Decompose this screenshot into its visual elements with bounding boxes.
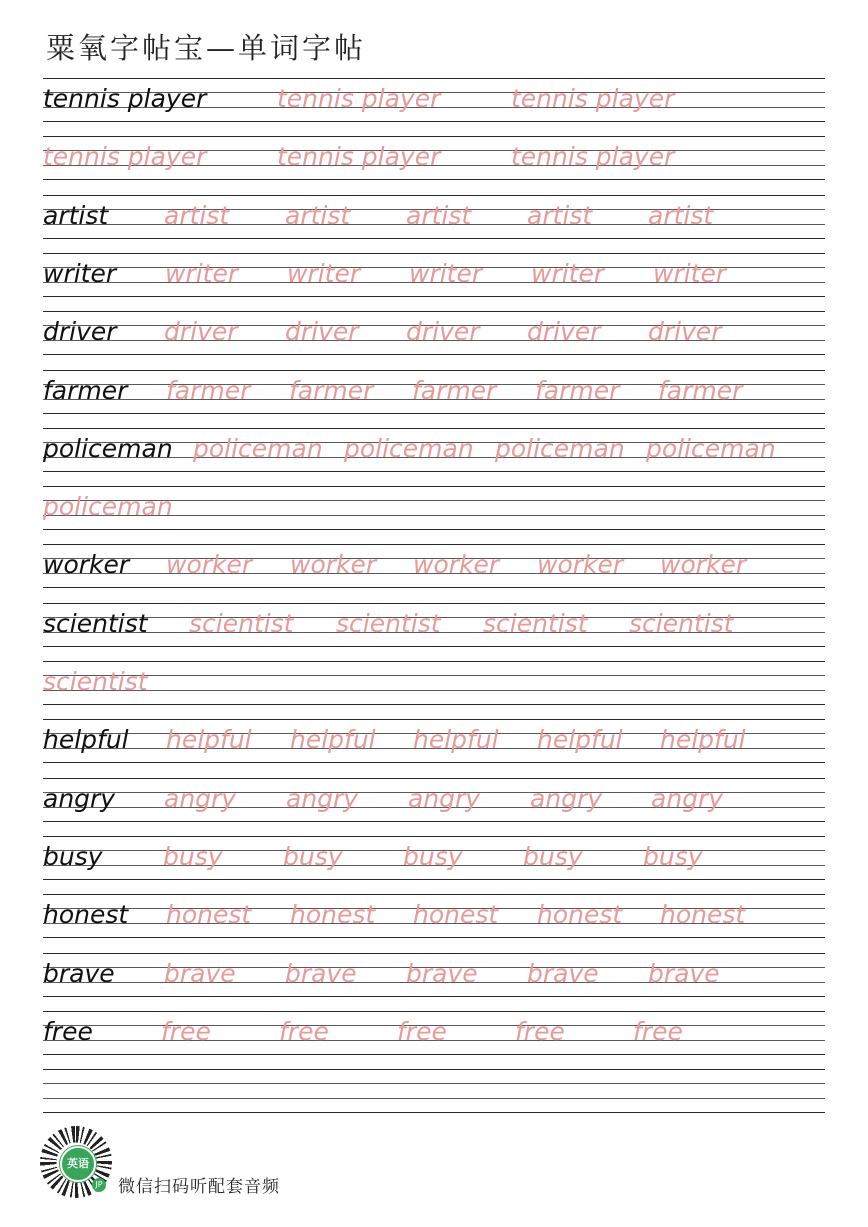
practice-row xyxy=(43,836,825,880)
ruled-line xyxy=(43,1098,825,1099)
trace-word: helpful xyxy=(660,725,746,755)
model-word: tennis player xyxy=(43,84,207,113)
trace-word: honest xyxy=(413,900,499,930)
practice-row xyxy=(43,719,825,763)
model-word: driver xyxy=(43,317,117,347)
ruled-line xyxy=(43,471,825,472)
ruled-line xyxy=(43,879,825,880)
practice-row xyxy=(43,1069,825,1113)
trace-word: driver xyxy=(648,317,722,347)
trace-word: busy xyxy=(163,841,223,871)
trace-word: driver xyxy=(527,317,601,347)
ruled-line xyxy=(43,646,825,647)
practice-row xyxy=(43,370,825,414)
ruled-line xyxy=(43,704,825,705)
trace-word: honest xyxy=(660,900,746,930)
model-word: honest xyxy=(43,900,129,930)
trace-word: farmer xyxy=(412,375,497,405)
practice-row xyxy=(43,778,825,822)
trace-word: policeman xyxy=(646,433,776,463)
trace-word: scientist xyxy=(43,667,148,696)
trace-word: tennis player xyxy=(511,84,675,113)
trace-word: honest xyxy=(290,900,376,930)
trace-word: artist xyxy=(648,200,714,230)
trace-word: scientist xyxy=(336,608,441,638)
trace-word: driver xyxy=(406,317,480,347)
trace-word: free xyxy=(397,1016,447,1046)
ruled-line xyxy=(43,894,825,895)
practice-row xyxy=(43,78,825,122)
trace-word: scientist xyxy=(629,608,734,638)
trace-word: policeman xyxy=(495,433,625,463)
model-word: free xyxy=(43,1016,93,1046)
practice-row xyxy=(43,953,825,997)
ruled-line xyxy=(43,78,825,79)
trace-word: brave xyxy=(406,958,478,988)
trace-word: helpful xyxy=(537,725,623,755)
practice-row xyxy=(43,428,825,472)
ruled-line xyxy=(43,937,825,938)
ruled-line xyxy=(43,836,825,837)
trace-word: writer xyxy=(287,258,361,288)
trace-word: tennis player xyxy=(511,142,675,172)
trace-word: farmer xyxy=(535,375,620,405)
ruled-line xyxy=(43,821,825,822)
trace-word: worker xyxy=(166,550,253,580)
trace-word: busy xyxy=(283,841,343,871)
trace-word: writer xyxy=(165,258,239,288)
ruled-line xyxy=(43,762,825,763)
trace-word: free xyxy=(633,1016,683,1046)
ruled-line xyxy=(43,690,825,691)
ruled-line xyxy=(43,587,825,588)
ruled-line xyxy=(43,1112,825,1113)
trace-word: tennis player xyxy=(43,142,207,172)
ruled-line xyxy=(43,428,825,429)
practice-row xyxy=(43,894,825,938)
model-word: worker xyxy=(43,550,130,580)
trace-word: free xyxy=(515,1016,565,1046)
practice-row xyxy=(43,544,825,588)
trace-word: writer xyxy=(409,258,483,288)
ruled-line xyxy=(43,136,825,137)
trace-word: angry xyxy=(408,783,481,813)
trace-word: writer xyxy=(531,258,605,288)
trace-word: brave xyxy=(285,958,357,988)
trace-word: artist xyxy=(527,200,593,230)
ruled-line xyxy=(43,311,825,312)
ruled-line xyxy=(43,486,825,487)
trace-word: helpful xyxy=(290,725,376,755)
trace-word: farmer xyxy=(289,375,374,405)
ruled-line xyxy=(43,296,825,297)
trace-word: tennis player xyxy=(277,142,441,172)
practice-row xyxy=(43,195,825,239)
model-word: busy xyxy=(43,841,103,871)
trace-word: farmer xyxy=(166,375,251,405)
model-word: writer xyxy=(43,258,117,288)
trace-word: brave xyxy=(164,958,236,988)
model-word: brave xyxy=(43,958,115,988)
ruled-line xyxy=(43,1054,825,1055)
model-word: angry xyxy=(43,783,116,813)
practice-row xyxy=(43,311,825,355)
practice-row xyxy=(43,136,825,180)
ruled-line xyxy=(43,179,825,180)
trace-word: scientist xyxy=(483,608,588,638)
practice-row xyxy=(43,661,825,705)
ruled-line xyxy=(43,1083,825,1084)
ruled-line xyxy=(43,675,825,676)
trace-word: policeman xyxy=(344,433,474,463)
trace-word: farmer xyxy=(658,375,743,405)
trace-word: angry xyxy=(530,783,603,813)
model-word: scientist xyxy=(43,608,148,638)
trace-word: brave xyxy=(648,958,720,988)
qr-center-label: 英语 xyxy=(60,1146,96,1182)
page-title: 粟氧字帖宝—单词字帖 xyxy=(46,31,367,65)
ruled-line xyxy=(43,1011,825,1012)
trace-word: free xyxy=(279,1016,329,1046)
ruled-line xyxy=(43,996,825,997)
trace-word: policeman xyxy=(43,492,173,522)
handwriting-practice-sheet xyxy=(43,78,825,1118)
trace-word: scientist xyxy=(189,608,294,638)
model-word: helpful xyxy=(43,725,129,755)
ruled-line xyxy=(43,529,825,530)
trace-word: writer xyxy=(653,258,727,288)
trace-word: angry xyxy=(286,783,359,813)
ruled-line xyxy=(43,253,825,254)
trace-word: artist xyxy=(285,200,351,230)
trace-word: worker xyxy=(537,550,624,580)
trace-word: busy xyxy=(643,841,703,871)
trace-word: honest xyxy=(166,900,252,930)
trace-word: worker xyxy=(290,550,377,580)
model-word: artist xyxy=(43,200,109,230)
ruled-line xyxy=(43,544,825,545)
trace-word: policeman xyxy=(193,433,323,463)
trace-word: honest xyxy=(537,900,623,930)
model-word: policeman xyxy=(43,433,173,463)
ruled-line xyxy=(43,778,825,779)
practice-row xyxy=(43,253,825,297)
trace-word: artist xyxy=(406,200,472,230)
trace-word: driver xyxy=(164,317,238,347)
ruled-line xyxy=(43,603,825,604)
trace-word: artist xyxy=(164,200,230,230)
model-word: farmer xyxy=(43,375,128,405)
ruled-line xyxy=(43,413,825,414)
trace-word: free xyxy=(161,1016,211,1046)
trace-word: brave xyxy=(527,958,599,988)
trace-word: helpful xyxy=(166,725,252,755)
ruled-line xyxy=(43,661,825,662)
qr-code-icon[interactable] xyxy=(40,1126,112,1198)
practice-row xyxy=(43,1011,825,1055)
qr-badge: JP xyxy=(92,1178,106,1192)
ruled-line xyxy=(43,238,825,239)
practice-row xyxy=(43,486,825,530)
ruled-line xyxy=(43,121,825,122)
ruled-line xyxy=(43,953,825,954)
ruled-line xyxy=(43,195,825,196)
practice-row xyxy=(43,603,825,647)
ruled-line xyxy=(43,354,825,355)
trace-word: busy xyxy=(403,841,463,871)
footer-caption: 微信扫码听配套音频 xyxy=(118,1177,280,1197)
ruled-line xyxy=(43,370,825,371)
trace-word: driver xyxy=(285,317,359,347)
trace-word: tennis player xyxy=(277,84,441,113)
ruled-line xyxy=(43,1069,825,1070)
trace-word: angry xyxy=(164,783,237,813)
trace-word: helpful xyxy=(413,725,499,755)
trace-word: angry xyxy=(651,783,724,813)
trace-word: busy xyxy=(523,841,583,871)
trace-word: worker xyxy=(660,550,747,580)
ruled-line xyxy=(43,719,825,720)
trace-word: worker xyxy=(413,550,500,580)
